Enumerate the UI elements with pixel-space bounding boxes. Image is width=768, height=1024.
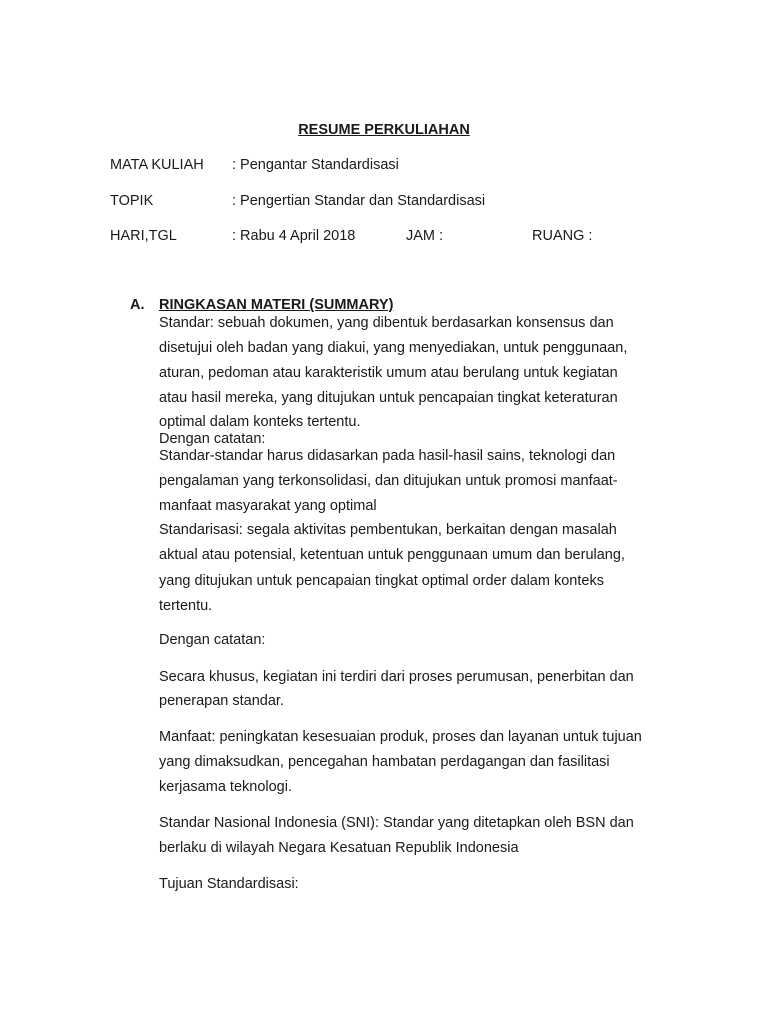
ruang-label: RUANG : (532, 228, 593, 244)
body-line: penerapan standar. (159, 693, 284, 709)
body-line: pengalaman yang terkonsolidasi, dan ditujukan untuk promosi manfaat- (159, 473, 618, 489)
body-line: yang ditujukan untuk pencapaian tingkat optimal order dalam konteks (159, 573, 604, 589)
body-line: Standar: sebuah dokumen, yang dibentuk berdasarkan konsensus dan (159, 315, 614, 331)
body-line: atau hasil mereka, yang ditujukan untuk pencapaian tingkat keteraturan (159, 390, 618, 406)
body-line: disetujui oleh badan yang diakui, yang menyediakan, untuk penggunaan, (159, 340, 628, 356)
body-line: Manfaat: peningkatan kesesuaian produk, proses dan layanan untuk tujuan (159, 729, 642, 745)
mata-kuliah-label: MATA KULIAH (110, 157, 204, 173)
hari-tgl-value: : Rabu 4 April 2018 (232, 228, 356, 244)
body-line: Secara khusus, kegiatan ini terdiri dari proses perumusan, penerbitan dan (159, 669, 634, 685)
body-line: optimal dalam konteks tertentu. (159, 414, 361, 430)
section-letter: A. (130, 297, 145, 313)
body-line: kerjasama teknologi. (159, 779, 292, 795)
body-line: Dengan catatan: (159, 632, 266, 648)
body-line: aturan, pedoman atau karakteristik umum atau berulang untuk kegiatan (159, 365, 618, 381)
document-title: RESUME PERKULIAHAN (298, 122, 470, 138)
body-line: aktual atau potensial, ketentuan untuk penggunaan umum dan berulang, (159, 547, 625, 563)
jam-label: JAM : (406, 228, 444, 244)
body-line: manfaat masyarakat yang optimal (159, 498, 377, 514)
section-title: RINGKASAN MATERI (SUMMARY) (159, 297, 394, 313)
body-line: Standar Nasional Indonesia (SNI): Standar yang ditetapkan oleh BSN dan (159, 815, 634, 831)
body-line: yang dimaksudkan, pencegahan hambatan perdagangan dan fasilitasi (159, 754, 610, 770)
body-line: Tujuan Standardisasi: (159, 876, 299, 892)
body-line: Dengan catatan: (159, 431, 266, 447)
topik-value: : Pengertian Standar dan Standardisasi (232, 193, 486, 209)
hari-tgl-label: HARI,TGL (110, 228, 177, 244)
body-line: berlaku di wilayah Negara Kesatuan Republik Indonesia (159, 840, 519, 856)
body-line: Standar-standar harus didasarkan pada hasil-hasil sains, teknologi dan (159, 448, 616, 464)
body-line: tertentu. (159, 598, 213, 614)
topik-label: TOPIK (110, 193, 154, 209)
mata-kuliah-value: : Pengantar Standardisasi (232, 157, 399, 173)
body-line: Standarisasi: segala aktivitas pembentukan, berkaitan dengan masalah (159, 522, 617, 538)
